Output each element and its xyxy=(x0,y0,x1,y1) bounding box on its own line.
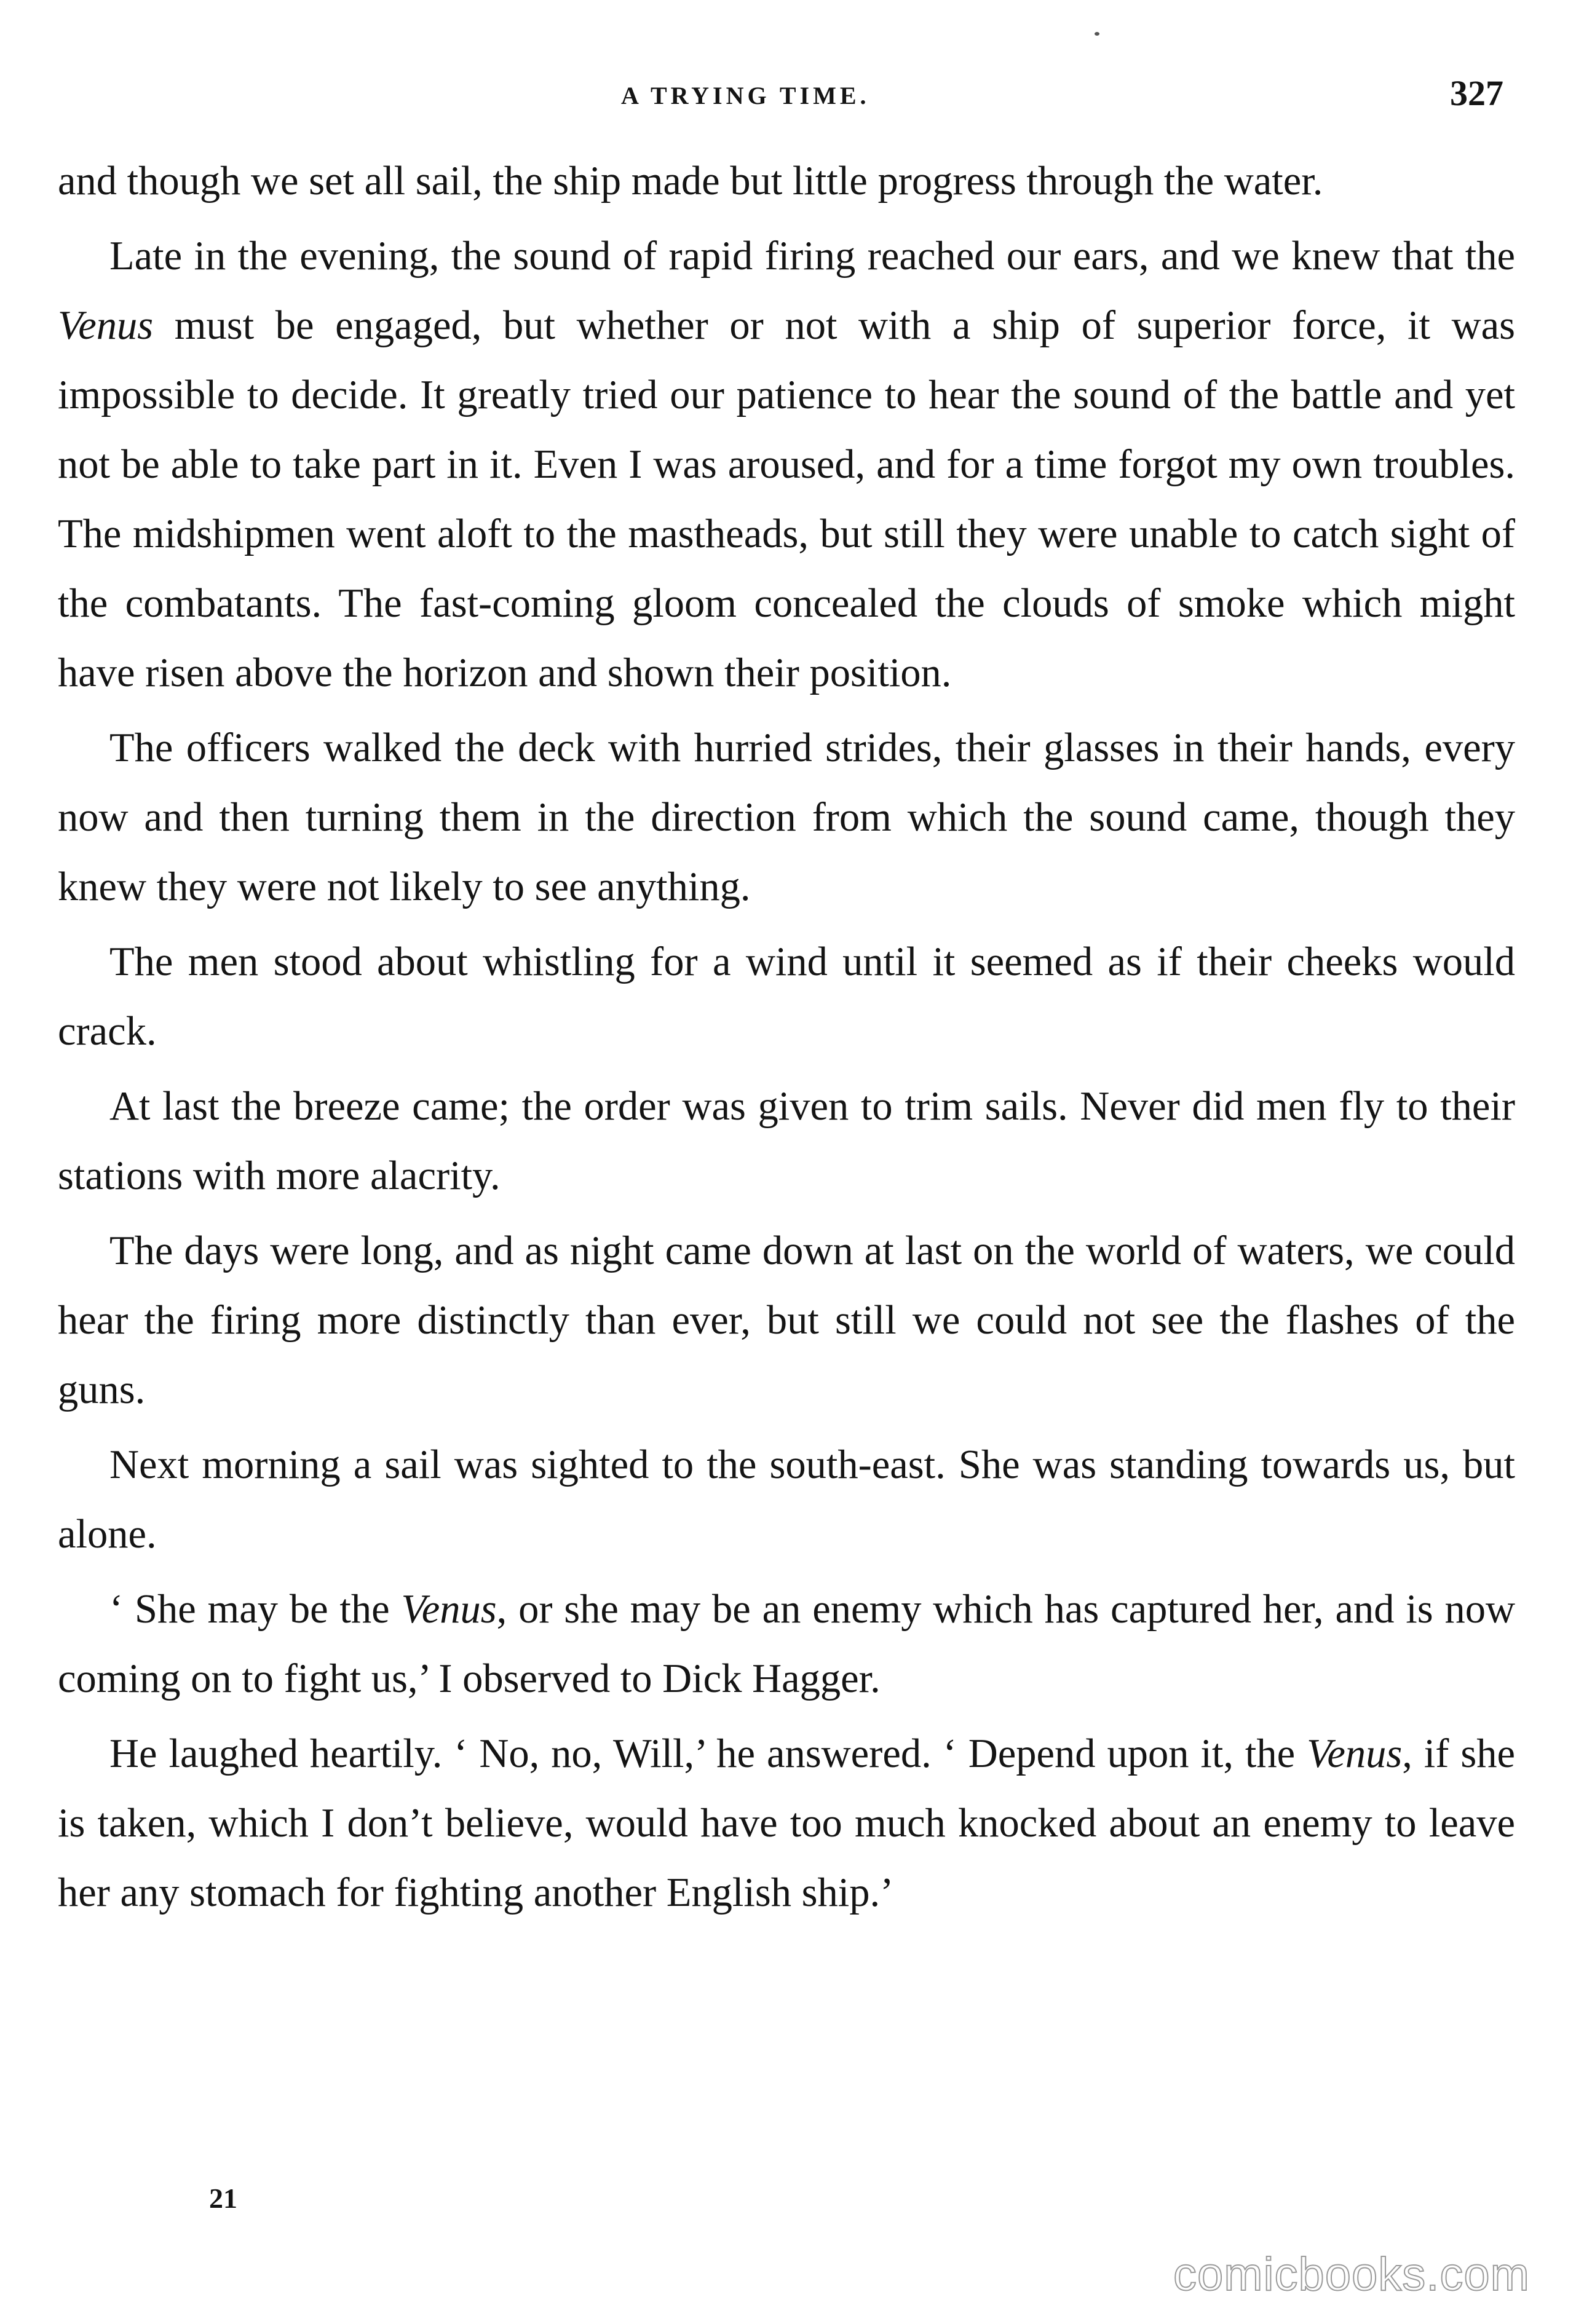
signature-mark: 21 xyxy=(209,2183,237,2214)
paragraph-text: Next morning a sail was sighted to the south-east. She was standing towards us, but alone. xyxy=(58,1442,1515,1557)
paragraph-text: and though we set all sail, the ship made but little progress through the water. xyxy=(58,159,1323,204)
paragraph-text: He laughed heartily. ‘ No, no, Will,’ he answered. ‘ Depend upon it, the xyxy=(109,1731,1307,1776)
paragraph-text: The officers walked the deck with hurried strides, their glasses in their hands, every now and then turning them in the direction from which the sound came, though they knew they were not likely to see anything. xyxy=(58,725,1515,909)
ship-name-italic: Venus xyxy=(1307,1731,1403,1776)
paragraph-text: ‘ She may be the xyxy=(109,1587,402,1632)
page-header xyxy=(0,69,1584,130)
paragraph-text: The days were long, and as night came down at last on the world of waters, we could hear the firing more distinctly than ever, but still we could not see the flashes of the guns. xyxy=(58,1228,1515,1412)
page-number: 327 xyxy=(1450,73,1503,113)
ship-name-italic: Venus xyxy=(58,303,154,348)
paragraph-text: , or she may be an enemy which has captured her, and is now coming on to fight us,’ I observed to Dick Hagger. xyxy=(58,1587,1515,1701)
paragraph xyxy=(58,146,1515,216)
paragraph xyxy=(58,1575,1515,1713)
paragraph xyxy=(58,713,1515,922)
paragraph xyxy=(58,1072,1515,1211)
paragraph xyxy=(58,1216,1515,1425)
paragraph-text: must be engaged, but whether or not with a ship of superior force, it was impossible to decide. It greatly tried our patience to hear the sound of the battle and yet not be able to take part in it. Even I was aroused, and for a time forgot my own troubles. The midshipmen went aloft to the mastheads, but still they were unable to catch sight of the combatants. The fast-coming gloom concealed the clouds of smoke which might have risen above the horizon and shown their position. xyxy=(58,303,1515,695)
paragraph xyxy=(58,221,1515,708)
paragraph xyxy=(58,927,1515,1066)
running-head: A TRYING TIME. xyxy=(621,82,870,109)
print-speck xyxy=(1095,32,1099,36)
paragraph xyxy=(58,1430,1515,1569)
ship-name-italic: Venus xyxy=(401,1587,497,1632)
paragraph-text: Late in the evening, the sound of rapid firing reached our ears, and we knew that the xyxy=(109,234,1515,279)
paragraph xyxy=(58,1719,1515,1927)
paragraph-text: , if she is taken, which I don’t believe, would have too much knocked about an enemy to leave her any stomach for fighting another English ship.’ xyxy=(58,1731,1515,1915)
paragraph-text: At last the breeze came; the order was given to trim sails. Never did men fly to their stations with more alacrity. xyxy=(58,1084,1515,1198)
watermark: comicbooks.com xyxy=(1173,2248,1530,2301)
body-text xyxy=(58,146,1515,1933)
paragraph-text: The men stood about whistling for a wind until it seemed as if their cheeks would crack. xyxy=(58,939,1515,1054)
